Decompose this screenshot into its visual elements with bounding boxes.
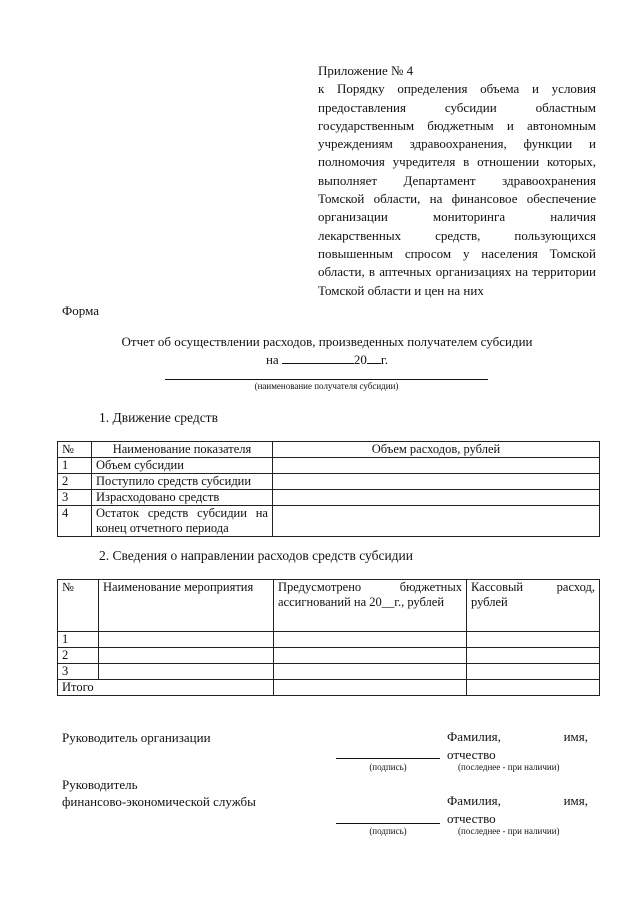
row-event-cell[interactable] — [99, 632, 274, 648]
section1-table — [57, 441, 600, 537]
appendix-block — [318, 62, 596, 300]
fio-name: имя, — [563, 793, 588, 808]
header-expense-volume: Объем расходов, рублей — [273, 442, 600, 458]
row-name: Поступило средств субсидии — [92, 474, 273, 490]
table-row — [58, 664, 600, 680]
report-date-line — [62, 351, 592, 369]
row-cash-cell[interactable] — [467, 632, 600, 648]
row-num: 3 — [58, 490, 92, 506]
fio-patronymic: отчество — [447, 747, 496, 762]
row-cash-cell[interactable] — [467, 648, 600, 664]
signature2-role — [62, 776, 256, 810]
total-label: Итого — [58, 680, 274, 696]
header-num: № — [58, 580, 99, 632]
table-row-total — [58, 680, 600, 696]
signature2-fio — [447, 792, 588, 828]
row-cash-cell[interactable] — [467, 664, 600, 680]
row-value-cell[interactable] — [273, 490, 600, 506]
signature1-line[interactable] — [336, 758, 440, 759]
fio-name: имя, — [563, 729, 588, 744]
signature2-role-line2: финансово-экономической службы — [62, 794, 256, 809]
row-num: 2 — [58, 648, 99, 664]
header-budget-allocations: Предусмотрено бюджетных ассигнований на 20__г., рублей — [274, 580, 467, 632]
signature2-sign-caption: (подпись) — [369, 826, 407, 836]
row-event-cell[interactable] — [99, 664, 274, 680]
date-year: 20 — [353, 352, 367, 367]
recipient-caption: (наименование получателя субсидии) — [254, 381, 399, 391]
signature1-role: Руководитель организации — [62, 730, 211, 745]
appendix-text: к Порядку определения объема и условия предоставления субсидии областным государственным бюджетным и автономным учреждениям здравоохранения, функции и полномочия учредителя в отношении которых, выполняет Департамент здравоохранения Томской области, на финансовое обеспечение организации мониторинга наличия лекарственных средств, пользующихся повышенным спросом у населения Томской области, в аптечных организациях на территории Томской области и цен на них — [318, 81, 596, 298]
row-budget-cell[interactable] — [274, 632, 467, 648]
row-num: 1 — [58, 632, 99, 648]
recipient-name-line[interactable] — [165, 379, 488, 380]
fio-surname: Фамилия, — [447, 729, 501, 744]
fio-patronymic: отчество — [447, 811, 496, 826]
row-value-cell[interactable] — [273, 506, 600, 537]
row-value-cell[interactable] — [273, 458, 600, 474]
header-event-name: Наименование мероприятия — [99, 580, 274, 632]
section2-title: 2. Сведения о направлении расходов средств субсидии — [99, 548, 413, 563]
row-name: Объем субсидии — [92, 458, 273, 474]
section1-title: 1. Движение средств — [99, 410, 218, 425]
row-num: 1 — [58, 458, 92, 474]
fio-surname: Фамилия, — [447, 793, 501, 808]
table-row — [58, 506, 600, 537]
report-title-block — [62, 333, 592, 369]
section2-table — [57, 579, 600, 696]
table-row — [58, 458, 600, 474]
row-num: 2 — [58, 474, 92, 490]
total-budget-cell[interactable] — [274, 680, 467, 696]
signature2-last-caption: (последнее - при наличии) — [458, 826, 560, 836]
table-row — [58, 632, 600, 648]
total-cash-cell[interactable] — [467, 680, 600, 696]
header-num: № — [58, 442, 92, 458]
table-row — [58, 474, 600, 490]
row-num: 3 — [58, 664, 99, 680]
table-row — [58, 490, 600, 506]
row-value-cell[interactable] — [273, 474, 600, 490]
table-row — [58, 648, 600, 664]
signature2-role-line1: Руководитель — [62, 777, 138, 792]
signature1-fio — [447, 728, 588, 764]
row-name: Израсходовано средств — [92, 490, 273, 506]
row-budget-cell[interactable] — [274, 664, 467, 680]
date-prefix: на — [265, 352, 279, 367]
date-day-month-blank[interactable] — [282, 351, 354, 364]
signature1-sign-caption: (подпись) — [369, 762, 407, 772]
date-suffix: г. — [380, 352, 389, 367]
header-cash-expense: Кассовый расход, рублей — [467, 580, 600, 632]
form-label: Форма — [62, 303, 99, 318]
date-year-blank[interactable] — [367, 351, 381, 364]
row-event-cell[interactable] — [99, 648, 274, 664]
report-title: Отчет об осуществлении расходов, произведенных получателем субсидии — [121, 334, 533, 349]
table-header-row — [58, 580, 600, 632]
table-header-row — [58, 442, 600, 458]
signature1-last-caption: (последнее - при наличии) — [458, 762, 560, 772]
row-name: Остаток средств субсидии на конец отчетного периода — [92, 506, 273, 537]
appendix-heading: Приложение № 4 — [318, 63, 414, 78]
row-num: 4 — [58, 506, 92, 537]
header-indicator: Наименование показателя — [92, 442, 273, 458]
row-budget-cell[interactable] — [274, 648, 467, 664]
signature2-line[interactable] — [336, 823, 440, 824]
